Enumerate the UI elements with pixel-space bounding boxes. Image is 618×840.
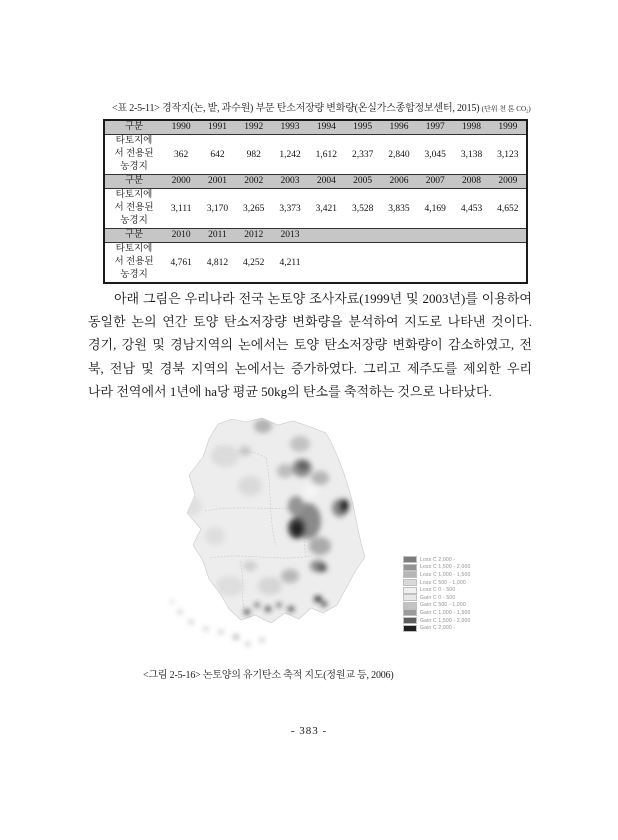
table-value-cell: 3,138 bbox=[460, 149, 483, 160]
table-value-cell: 362 bbox=[174, 149, 189, 160]
table-corner-cell: 구분 bbox=[124, 176, 144, 186]
map-legend bbox=[403, 556, 513, 632]
table-year-cell: 2004 bbox=[316, 176, 336, 186]
legend-row bbox=[403, 609, 513, 617]
table-row-label bbox=[105, 189, 163, 228]
paragraph-line: 나라 전역에서 1년에 ha당 평균 50kg의 탄소를 축적하는 것으로 나타났다. bbox=[88, 383, 492, 399]
table-value-cell: 3,111 bbox=[170, 203, 192, 214]
row-label-line: 타토지에 bbox=[115, 190, 153, 200]
table-data-row-0 bbox=[105, 135, 526, 174]
table-year-cell: 2005 bbox=[353, 176, 373, 186]
table-year-cell: 1994 bbox=[316, 122, 336, 132]
table-value-cell: 3,373 bbox=[279, 203, 301, 214]
legend-label: Gain C 1,000 - 1,500 bbox=[420, 609, 471, 616]
table-year-cell: 2000 bbox=[171, 176, 191, 186]
table-year-cell: 1999 bbox=[498, 122, 518, 132]
table-value-cell bbox=[417, 243, 453, 282]
paragraph-line: 동일한 논의 연간 토양 탄소저장량 변화량을 분석하여 지도로 나타낸 것이다. bbox=[88, 314, 532, 330]
legend-label: Gain C 2,000 - bbox=[420, 625, 456, 632]
row-label-line: 서 전용된 bbox=[114, 203, 154, 213]
legend-swatch bbox=[403, 617, 417, 624]
table-data-row-2 bbox=[105, 243, 526, 282]
paragraph-line: 경기, 강원 및 경남지역의 논에서는 토양 탄소저장량 변화량이 감소하였고, 전 bbox=[88, 337, 532, 353]
legend-swatch bbox=[403, 609, 417, 616]
table-value-cell bbox=[490, 243, 526, 282]
table-value-cell bbox=[453, 243, 489, 282]
table-value-cell: 642 bbox=[210, 149, 225, 160]
row-label-line: 타토지에 bbox=[115, 244, 153, 254]
table-value-cell: 4,761 bbox=[170, 257, 192, 268]
table-value-cell: 3,835 bbox=[388, 203, 410, 214]
legend-label: Loss C 1,000 - 1,500 bbox=[420, 571, 471, 578]
carbon-storage-table bbox=[103, 119, 528, 284]
table-value-cell: 4,812 bbox=[206, 257, 229, 268]
legend-row bbox=[403, 602, 513, 610]
legend-label: Loss C 500 - 1,000 bbox=[420, 579, 466, 586]
table-corner-cell: 구분 bbox=[124, 122, 144, 132]
table-value-cell bbox=[381, 243, 417, 282]
table-caption bbox=[112, 99, 552, 114]
table-header-row-0 bbox=[105, 121, 526, 135]
row-label-line: 서 전용된 bbox=[114, 257, 154, 267]
legend-row bbox=[403, 579, 513, 587]
table-value-cell: 982 bbox=[246, 149, 261, 160]
row-label-line: 농경지 bbox=[120, 216, 148, 226]
legend-swatch bbox=[403, 564, 417, 571]
legend-swatch bbox=[403, 587, 417, 594]
table-year-cell: 1990 bbox=[171, 122, 191, 132]
table-value-cell: 4,252 bbox=[243, 257, 265, 268]
row-label-line: 서 전용된 bbox=[114, 149, 154, 159]
legend-label: Loss C 0 - 500 bbox=[420, 587, 456, 594]
table-value-cell: 3,045 bbox=[424, 149, 446, 160]
table-value-cell: 4,453 bbox=[460, 203, 483, 214]
table-corner-cell: 구분 bbox=[124, 230, 144, 240]
legend-row bbox=[403, 624, 513, 632]
table-year-cell: 2001 bbox=[207, 176, 227, 186]
table-year-cell: 2009 bbox=[498, 176, 518, 186]
paragraph-line: 북, 전남 및 경북 지역의 논에서는 증가하였다. 그리고 제주도를 제외한 우리 bbox=[88, 360, 532, 376]
table-year-cell: 2008 bbox=[462, 176, 482, 186]
table-row-label bbox=[105, 243, 163, 282]
legend-row bbox=[403, 586, 513, 594]
table-value-cell: 2,840 bbox=[388, 149, 410, 160]
table-value-cell bbox=[308, 243, 344, 282]
table-value-cell: 2,337 bbox=[351, 149, 374, 160]
legend-label: Gain C 1,500 - 2,000 bbox=[420, 617, 471, 624]
table-header-row-1 bbox=[105, 174, 526, 189]
table-value-cell: 1,612 bbox=[315, 149, 338, 160]
table-value-cell: 3,421 bbox=[315, 203, 338, 214]
table-value-cell: 1,242 bbox=[279, 149, 301, 160]
table-year-cell: 2007 bbox=[425, 176, 445, 186]
legend-row bbox=[403, 564, 513, 572]
legend-swatch bbox=[403, 594, 417, 601]
table-value-cell: 4,652 bbox=[497, 203, 519, 214]
legend-swatch bbox=[403, 571, 417, 578]
table-year-cell: 2006 bbox=[389, 176, 409, 186]
figure-map bbox=[150, 416, 520, 668]
table-year-cell bbox=[453, 229, 489, 242]
table-year-cell: 2003 bbox=[280, 176, 300, 186]
table-year-cell: 1996 bbox=[389, 122, 409, 132]
table-data-row-1 bbox=[105, 189, 526, 228]
body-paragraph bbox=[88, 287, 532, 403]
legend-label: Loss C 2,000 - bbox=[420, 556, 456, 563]
legend-label: Gain C 0 - 500 bbox=[420, 594, 456, 601]
table-value-cell: 4,169 bbox=[424, 203, 446, 214]
table-year-cell bbox=[308, 229, 344, 242]
legend-swatch bbox=[403, 556, 417, 563]
legend-label: Loss C 1,500 - 2,000 bbox=[420, 564, 471, 571]
table-year-cell: 1991 bbox=[207, 122, 227, 132]
table-value-cell: 3,170 bbox=[206, 203, 229, 214]
table-value-cell: 3,265 bbox=[243, 203, 265, 214]
table-year-cell bbox=[344, 229, 380, 242]
table-year-cell: 2010 bbox=[171, 230, 191, 240]
table-year-cell: 1993 bbox=[280, 122, 300, 132]
table-year-cell bbox=[417, 229, 453, 242]
table-value-cell: 3,123 bbox=[497, 149, 519, 160]
row-label-line: 농경지 bbox=[120, 162, 148, 172]
table-value-cell: 4,211 bbox=[279, 257, 301, 268]
legend-row bbox=[403, 571, 513, 579]
table-caption-unit: (단위 천 톤 CO₂) bbox=[481, 105, 531, 113]
legend-swatch bbox=[403, 579, 417, 586]
table-year-cell: 2002 bbox=[244, 176, 264, 186]
table-year-cell: 1995 bbox=[353, 122, 373, 132]
row-label-line: 타토지에 bbox=[115, 136, 153, 146]
table-year-cell: 2013 bbox=[280, 230, 300, 240]
table-value-cell bbox=[344, 243, 380, 282]
table-row-label bbox=[105, 135, 163, 174]
legend-label: Gain C 500 - 1,000 bbox=[420, 602, 466, 609]
table-year-cell: 1998 bbox=[462, 122, 482, 132]
legend-row bbox=[403, 594, 513, 602]
table-year-cell: 2011 bbox=[208, 230, 227, 240]
figure-caption: <그림 2-5-16> 논토양의 유기탄소 축적 지도(정원교 등, 2006) bbox=[143, 670, 394, 681]
table-caption-text: <표 2-5-11> 경작지(논, 밭, 과수원) 부문 탄소저장량 변화량(온실가스종합정보센터, 2015) bbox=[112, 103, 482, 114]
table-year-cell: 1997 bbox=[425, 122, 445, 132]
legend-swatch bbox=[403, 625, 417, 632]
table-header-row-2 bbox=[105, 228, 526, 243]
legend-swatch bbox=[403, 602, 417, 609]
table-year-cell: 1992 bbox=[244, 122, 264, 132]
table-value-cell: 3,528 bbox=[351, 203, 374, 214]
korea-map bbox=[150, 416, 425, 668]
table-year-cell bbox=[490, 229, 526, 242]
page-number: - 383 - bbox=[290, 725, 328, 737]
paragraph-line: 아래 그림은 우리나라 전국 논토양 조사자료(1999년 및 2003년)를 이용하여 bbox=[114, 291, 532, 306]
row-label-line: 농경지 bbox=[120, 270, 148, 280]
table-year-cell bbox=[381, 229, 417, 242]
legend-row bbox=[403, 556, 513, 564]
legend-row bbox=[403, 617, 513, 625]
table-year-cell: 2012 bbox=[244, 230, 264, 240]
